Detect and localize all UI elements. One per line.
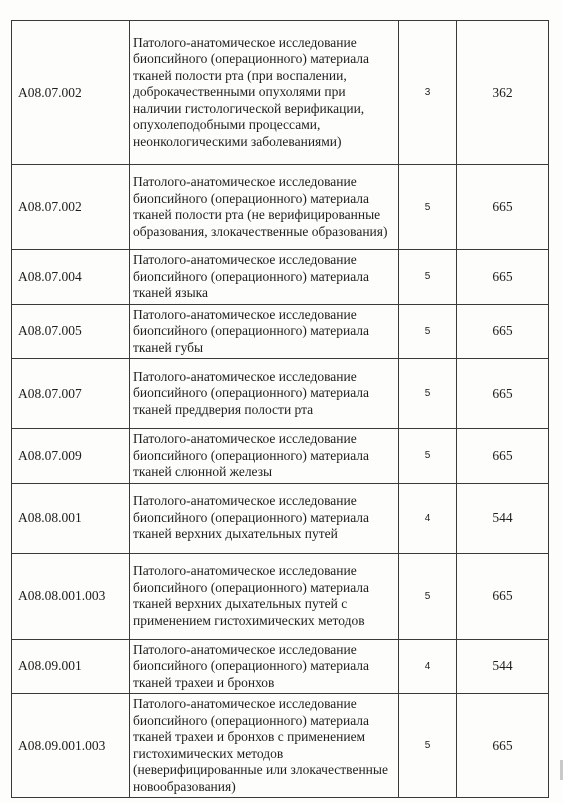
table-row bbox=[12, 694, 549, 798]
service-code: A08.07.009 bbox=[12, 429, 130, 484]
service-price: 544 bbox=[457, 483, 549, 553]
service-coefficient: 5 bbox=[399, 553, 457, 639]
service-code: A08.07.002 bbox=[12, 21, 130, 165]
service-code: A08.07.005 bbox=[12, 304, 130, 359]
service-name: Патолого-анатомическое исследование биопсийного (операционного) материала тканей слюнной железы bbox=[130, 429, 399, 484]
service-name: Патолого-анатомическое исследование биопсийного (операционного) материала тканей преддверия полости рта bbox=[130, 359, 399, 429]
service-coefficient: 4 bbox=[399, 483, 457, 553]
table-row bbox=[12, 250, 549, 305]
service-coefficient: 4 bbox=[399, 639, 457, 694]
service-name: Патолого-анатомическое исследование биопсийного (операционного) материала тканей языка bbox=[130, 250, 399, 305]
service-coefficient: 3 bbox=[399, 21, 457, 165]
service-price: 362 bbox=[457, 21, 549, 165]
service-name: Патолого-анатомическое исследование биопсийного (операционного) материала тканей полости рта (не верифицированные образования, злокачественные образования) bbox=[130, 165, 399, 250]
service-name: Патолого-анатомическое исследование биопсийного (операционного) материала тканей верхних дыхательных путей с применением гистохимических методов bbox=[130, 553, 399, 639]
service-name: Патолого-анатомическое исследование биопсийного (операционного) материала тканей трахеи и бронхов bbox=[130, 639, 399, 694]
service-coefficient: 5 bbox=[399, 359, 457, 429]
service-code: A08.07.002 bbox=[12, 165, 130, 250]
service-coefficient: 5 bbox=[399, 429, 457, 484]
service-price: 665 bbox=[457, 304, 549, 359]
table-row bbox=[12, 304, 549, 359]
service-code: A08.09.001 bbox=[12, 639, 130, 694]
service-code: A08.08.001 bbox=[12, 483, 130, 553]
service-price: 544 bbox=[457, 639, 549, 694]
service-coefficient: 5 bbox=[399, 250, 457, 305]
service-code: A08.09.001.003 bbox=[12, 694, 130, 798]
service-price: 665 bbox=[457, 694, 549, 798]
service-price: 665 bbox=[457, 429, 549, 484]
service-code: A08.07.004 bbox=[12, 250, 130, 305]
table-row bbox=[12, 639, 549, 694]
table-row bbox=[12, 359, 549, 429]
service-code: A08.08.001.003 bbox=[12, 553, 130, 639]
table-row bbox=[12, 165, 549, 250]
service-coefficient: 5 bbox=[399, 304, 457, 359]
table-row bbox=[12, 429, 549, 484]
table-row bbox=[12, 21, 549, 165]
services-price-table bbox=[11, 20, 549, 798]
service-price: 665 bbox=[457, 165, 549, 250]
service-coefficient: 5 bbox=[399, 165, 457, 250]
service-price: 665 bbox=[457, 250, 549, 305]
table-row bbox=[12, 553, 549, 639]
service-price: 665 bbox=[457, 359, 549, 429]
service-code: A08.07.007 bbox=[12, 359, 130, 429]
service-name: Патолого-анатомическое исследование биопсийного (операционного) материала тканей трахеи и бронхов с применением гистохимических методов (неверифицированные или злокачественные новообразования) bbox=[130, 694, 399, 798]
service-price: 665 bbox=[457, 553, 549, 639]
table-row bbox=[12, 483, 549, 553]
service-name: Патолого-анатомическое исследование биопсийного (операционного) материала тканей верхних дыхательных путей bbox=[130, 483, 399, 553]
service-name: Патолого-анатомическое исследование биопсийного (операционного) материала тканей губы bbox=[130, 304, 399, 359]
service-name: Патолого-анатомическое исследование биопсийного (операционного) материала тканей полости рта (при воспалении, доброкачественными опухолями при наличии гистологической верификации, опухолеподобными процессами, неонкологическими заболеваниями) bbox=[130, 21, 399, 165]
service-coefficient: 5 bbox=[399, 694, 457, 798]
